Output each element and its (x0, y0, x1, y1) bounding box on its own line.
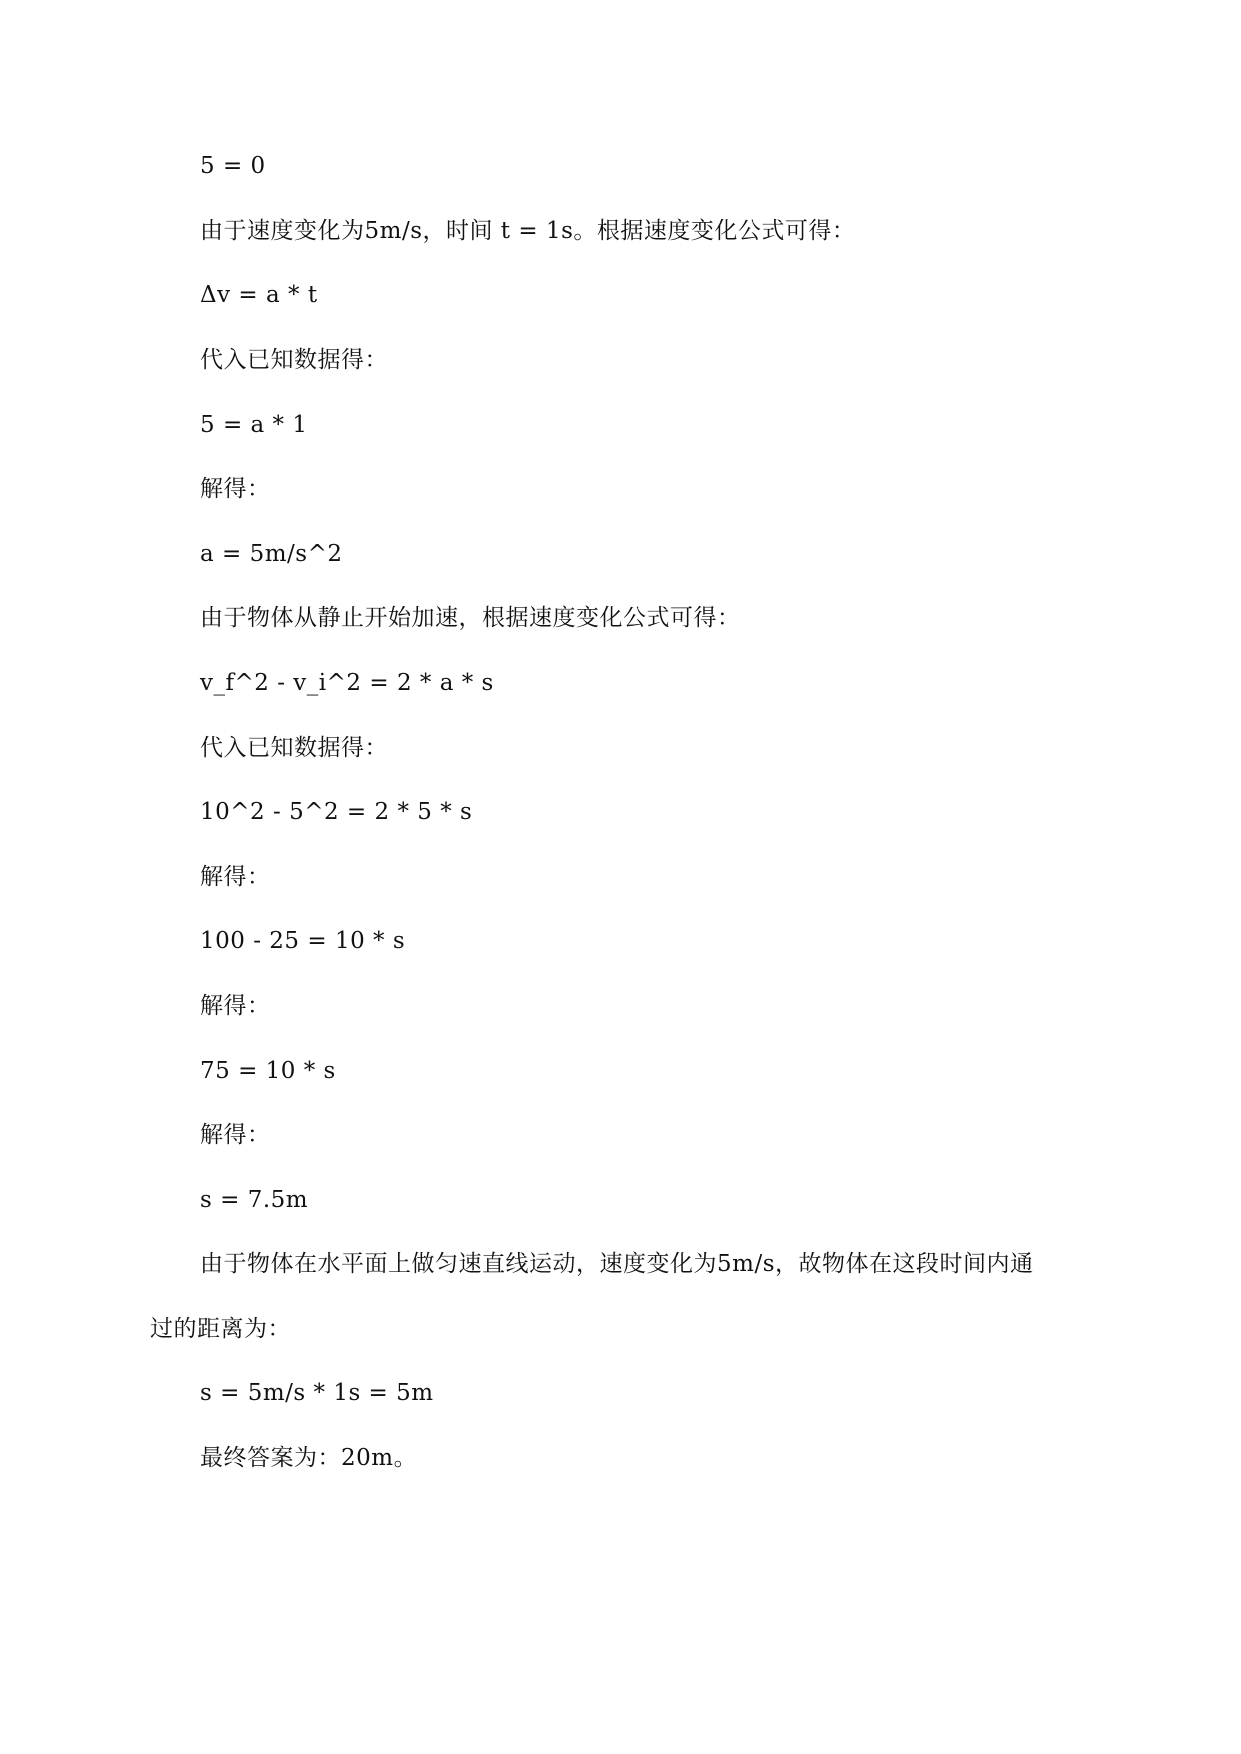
text-line: 由于速度变化为5m/s，时间 t = 1s。根据速度变化公式可得： (200, 218, 856, 244)
equation-line: s = 5m/s * 1s = 5m (200, 1380, 434, 1406)
equation-line: v_f^2 - v_i^2 = 2 * a * s (200, 670, 494, 696)
equation-line: Δv = a * t (200, 282, 318, 308)
final-answer-line: 最终答案为：20m。 (200, 1445, 418, 1471)
equation-line: 75 = 10 * s (200, 1058, 336, 1084)
text-line: 解得： (200, 993, 271, 1019)
text-line: 过的距离为： (150, 1316, 291, 1342)
text-line: 代入已知数据得： (200, 347, 388, 373)
equation-line: 10^2 - 5^2 = 2 * 5 * s (200, 799, 473, 825)
equation-line: 100 - 25 = 10 * s (200, 928, 406, 954)
text-line: 由于物体从静止开始加速，根据速度变化公式可得： (200, 605, 741, 631)
text-line: 解得： (200, 476, 271, 502)
text-line: 解得： (200, 864, 271, 890)
equation-line: a = 5m/s^2 (200, 541, 343, 567)
equation-line: 5 = a * 1 (200, 412, 308, 438)
text-line: 代入已知数据得： (200, 735, 388, 761)
equation-line: 5 = 0 (200, 153, 266, 179)
text-line: 解得： (200, 1122, 271, 1148)
equation-line: s = 7.5m (200, 1187, 309, 1213)
text-line: 由于物体在水平面上做匀速直线运动，速度变化为5m/s，故物体在这段时间内通 (200, 1251, 1034, 1277)
